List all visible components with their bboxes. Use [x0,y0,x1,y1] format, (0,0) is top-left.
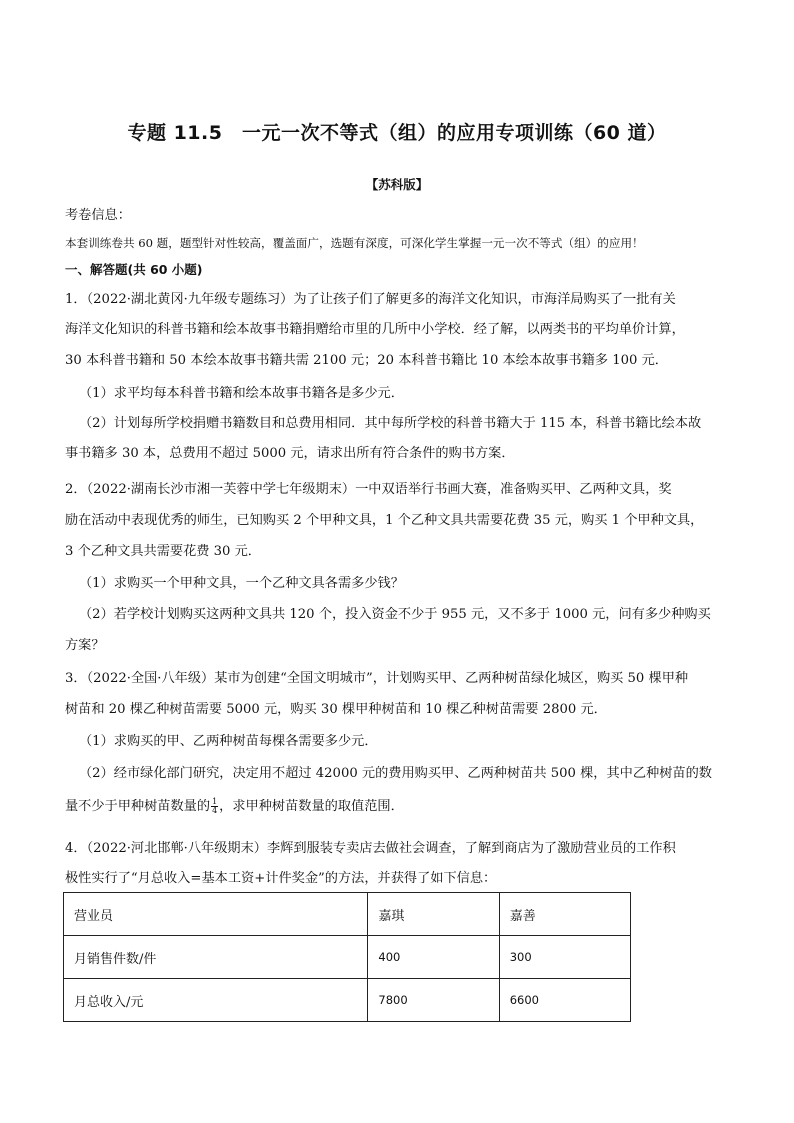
problem-3-question-1: （1）求购买的甲、乙两种树苗每棵各需要多少元． [79,734,378,749]
table-cell: 7800 [368,979,499,1022]
table-cell: 400 [368,936,499,979]
problem-2-question-2-line-2: 方案？ [65,638,105,653]
problem-3-line-2: 树苗和 20 棵乙种树苗需要 5000 元，购买 30 棵甲种树苗和 10 棵乙种树苗需要 2800 元． [65,702,607,717]
problem-3-q2-text-a: 量不少于甲种树苗数量的 [65,799,211,814]
fraction-numerator: 1 [212,797,218,806]
problem-2-line-3: 3 个乙种文具共需要花费 30 元． [65,544,261,559]
table-cell: 6600 [499,979,630,1022]
problem-1-line-3: 30 本科普书籍和 50 本绘本故事书籍共需 2100 元；20 本科普书籍比 10 本绘本故事书籍多 100 元． [65,353,668,368]
edition-label: 【苏科版】 [365,177,429,192]
table-header-cell: 嘉善 [499,893,630,936]
problem-2-question-2-line-1: （2）若学校计划购买这两种文具共 120 个，投入资金不少于 955 元，又不多于 1000 元，问有多少种购买 [79,607,711,622]
info-text: 本套训练卷共 60 题，题型针对性较高，覆盖面广，选题有深度，可深化学生掌握一元一次不等式（组）的应用！ [65,236,644,250]
table-row [64,979,631,1022]
problem-2-line-2: 励在活动中表现优秀的师生，已知购买 2 个甲种文具，1 个乙种文具共需要花费 35 元，购买 1 个甲种文具， [65,513,704,528]
page-title: 专题 11.5 一元一次不等式（组）的应用专项训练（60 道） [127,122,667,144]
table-cell: 300 [499,936,630,979]
table-header-row [64,893,631,936]
fraction-one-quarter [211,798,218,815]
problem-2-line-1: 2．（2022·湖南长沙市湘一芙蓉中学七年级期末）一中双语举行书画大赛，准备购买甲、乙两种文具，奖 [65,482,672,497]
problem-3-line-1: 3．（2022·全国·八年级）某市为创建“全国文明城市”，计划购买甲、乙两种树苗绿化城区，购买 50 棵甲种 [65,671,689,686]
table-row [64,936,631,979]
problem-1-line-1: 1．（2022·湖北黄冈·九年级专题练习）为了让孩子们了解更多的海洋文化知识，市海洋局购买了一批有关 [65,292,676,307]
fraction-denominator: 4 [212,806,218,815]
table-cell: 月销售件数/件 [64,936,368,979]
problem-3-question-2-line-2 [65,795,404,815]
problem-3-question-2-line-1: （2）经市绿化部门研究，决定用不超过 42000 元的费用购买甲、乙两种树苗共 500 棵，其中乙种树苗的数 [79,766,712,781]
table-header-cell: 嘉琪 [368,893,499,936]
problem-2-question-1: （1）求购买一个甲种文具，一个乙种文具各需多少钱？ [79,576,404,591]
salary-table [63,892,631,1022]
problem-1-question-1: （1）求平均每本科普书籍和绘本故事书籍各是多少元． [79,386,404,401]
table-cell: 月总收入/元 [64,979,368,1022]
problem-1-line-2: 海洋文化知识的科普书籍和绘本故事书籍捐赠给市里的几所中小学校．经了解，以两类书的平均单价计算， [65,322,685,337]
problem-1-question-2-line-2: 事书籍多 30 本，总费用不超过 5000 元，请求出所有符合条件的购书方案． [65,446,515,461]
table-header-cell: 营业员 [64,893,368,936]
problem-4-line-1: 4．（2022·河北邯郸·八年级期末）李辉到服装专卖店去做社会调查，了解到商店为了激励营业员的工作积 [65,841,676,856]
problem-4-line-2: 极性实行了“月总收入=基本工资+计件奖金”的方法，并获得了如下信息： [65,871,497,886]
problem-1-question-2-line-1: （2）计划每所学校捐赠书籍数目和总费用相同．其中每所学校的科普书籍大于 115 本，科普书籍比绘本故 [79,416,702,431]
info-label: 考卷信息： [65,208,131,223]
problem-3-q2-text-b: ，求甲种树苗数量的取值范围． [219,799,404,814]
section-heading: 一、解答题(共 60 小题) [65,262,203,277]
